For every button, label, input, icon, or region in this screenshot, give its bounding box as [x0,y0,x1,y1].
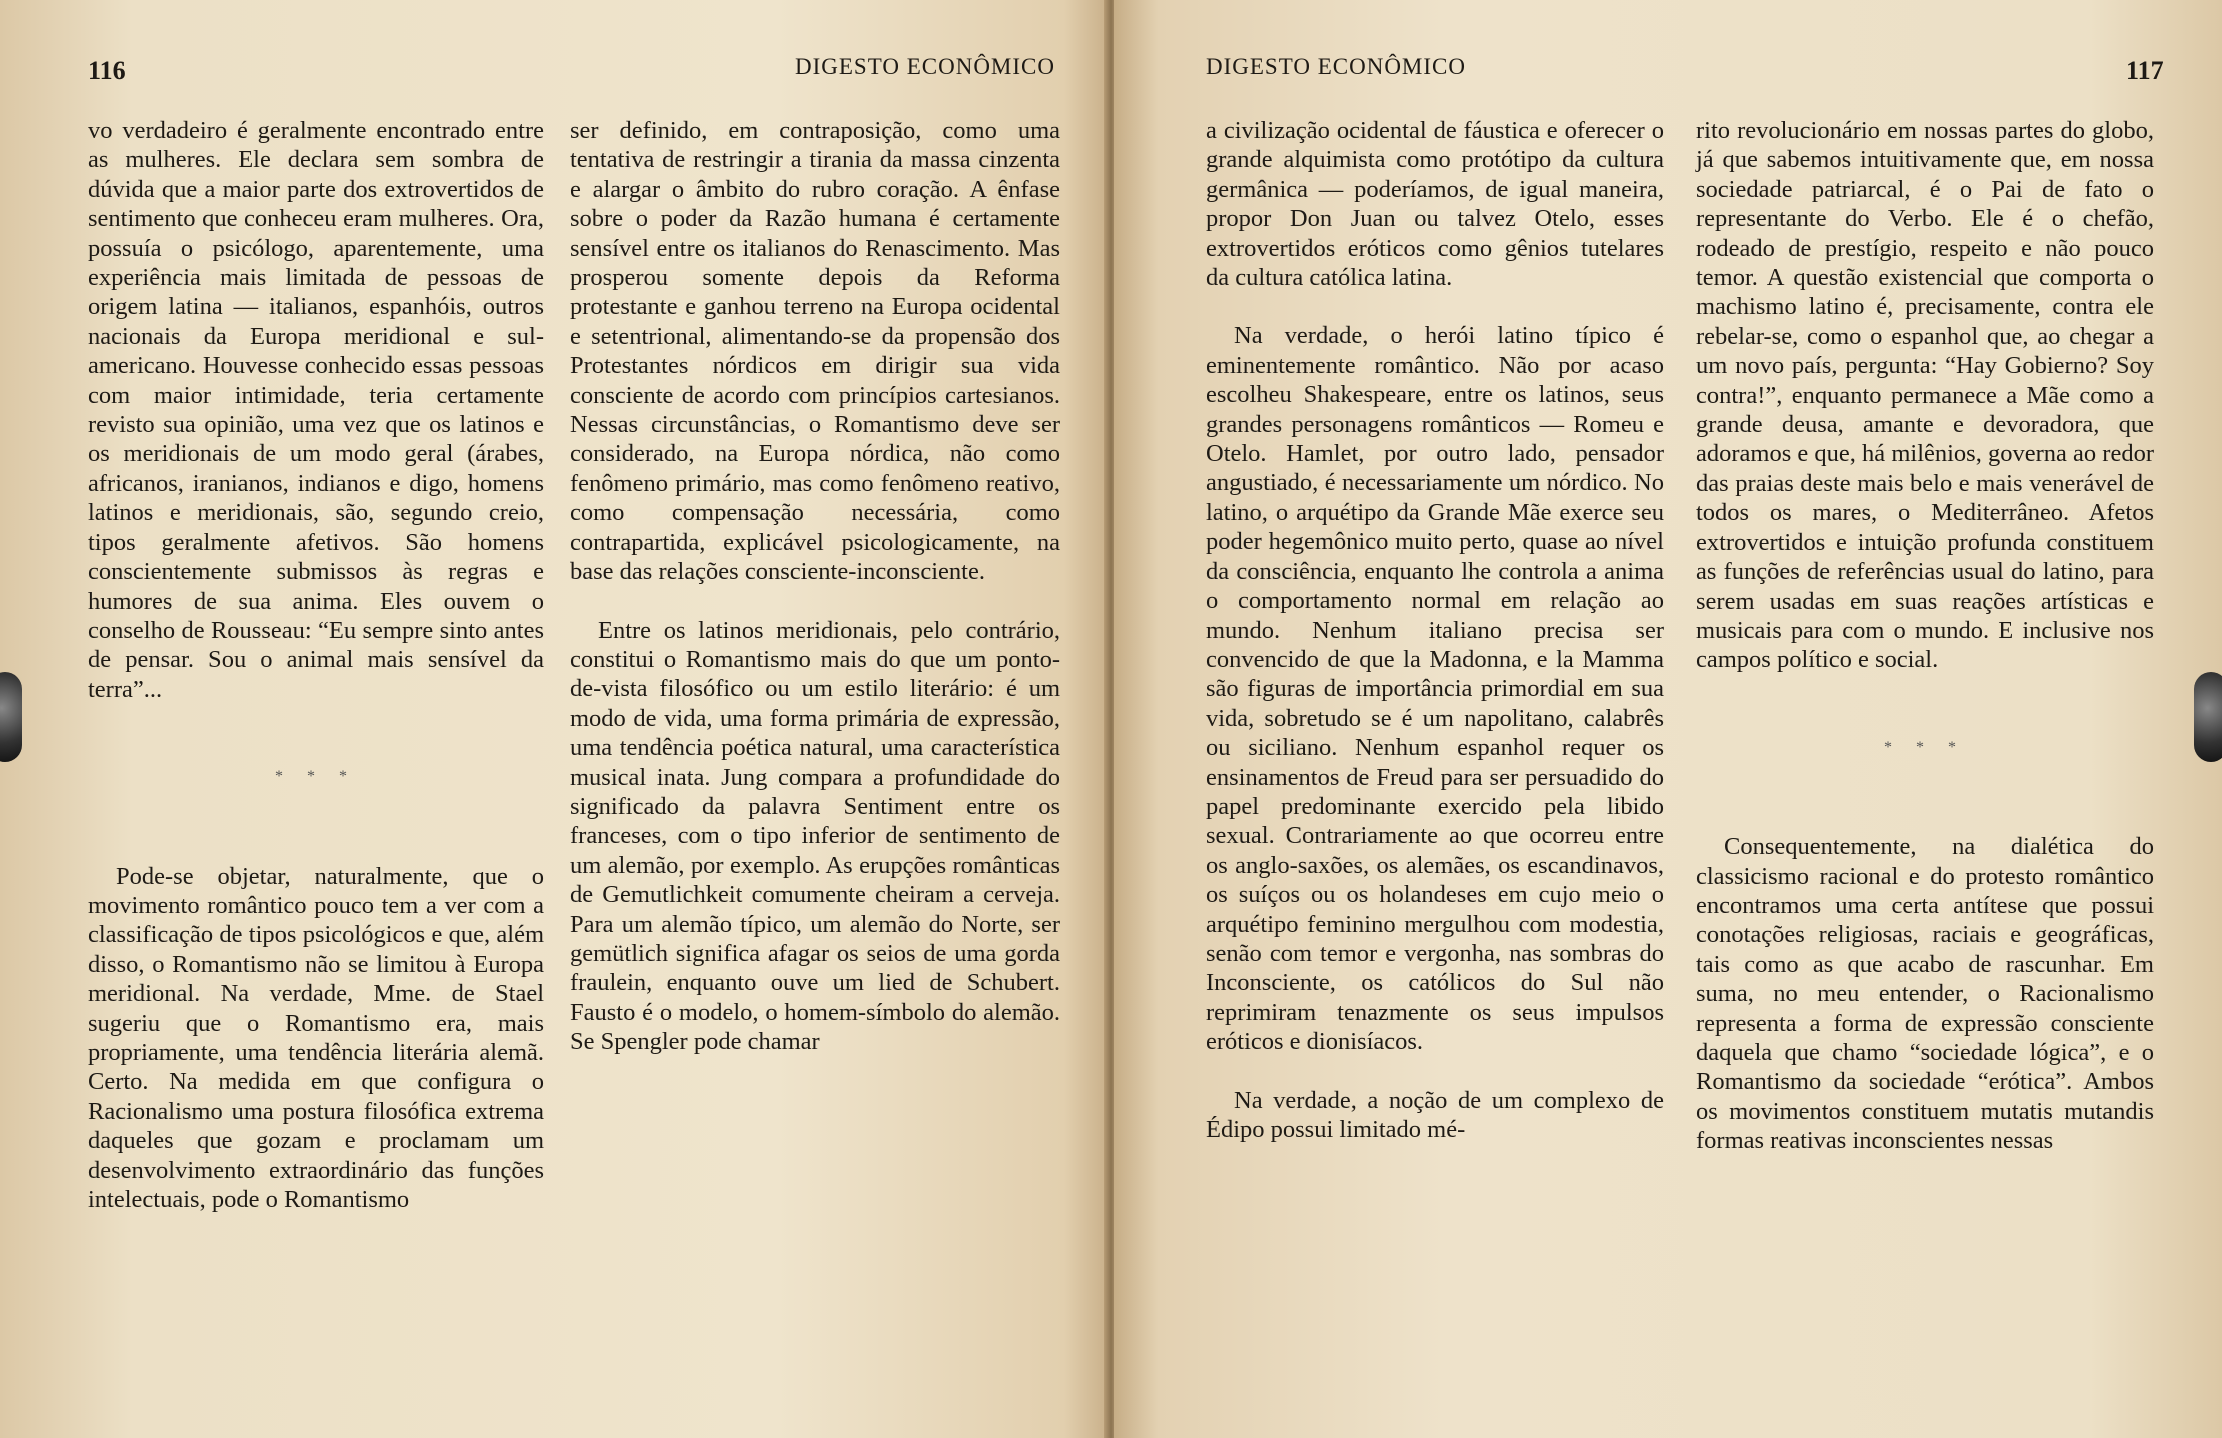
binder-clip-left [0,672,22,762]
binder-clip-right [2194,672,2222,762]
paragraph: vo verdadeiro é geralmente encontrado entre as mulheres. Ele declara sem sombra de dúvida que a maior parte dos extrovertidos de sentimento que conheceu eram mulheres. Ora, possuía o psicólogo, aparentemente, uma experiência mais limitada de pessoas de origem latina — italianos, espanhóis, outros nacionais da Europa meridional e sul-americano. Houvesse conhecido essas pessoas com maior intimidade, teria certamente revisto sua opinião, uma vez que os latinos e os meridionais de um modo geral (árabes, africanos, iranianos, indianos e digo, homens latinos e meridionais, são, segundo creio, tipos geralmente afetivos. São homens conscientemente submissos às regras e humores de sua anima. Eles ouvem o conselho de Rousseau: “Eu sempre sinto antes de pensar. Sou o animal mais sensível da terra”... [88,117,544,703]
right-page [1114,0,2222,1438]
paragraph: rito revolucionário em nossas partes do globo, já que sabemos intuitivamente que, em nossa sociedade patriarcal, é o Pai de fato o representante do Verbo. Ele é o chefão, rodeado de prestígio, respeito e não pouco temor. A questão existencial que comporta o machismo latino é, precisamente, contra ele rebelar-se, como o espanhol que, ao chegar a um novo país, pergunta: “Hay Gobierno? Soy contra!”, enquanto permanece a Mãe como a grande deusa, amante e devoradora, que adoramos e que, há milênios, governa ao redor das praias deste mais belo e mais venerável de todos os mares, o Mediterrâneo. Afetos extrovertidos e intuição profunda constituem as funções de referências usual do latino, para serem usadas em suas reações artísticas e musicais para com o mundo. E inclusive nos campos político e social. [1696,117,2154,674]
right-column-1 [1206,116,1664,1144]
paragraph: ser definido, em contraposição, como uma tentativa de restringir a tirania da massa cinzenta e alargar o âmbito do rubro coração. A ênfase sobre o poder da Razão humana é certamente sensível entre os italianos do Renascimento. Mas prosperou somente depois da Reforma protestante e ganhou terreno na Europa ocidental e setentrional, alimentando-se da propensão dos Protestantes nórdicos em dirigir sua vida consciente de acordo com princípios cartesianos. Nessas circunstâncias, o Romantismo deve ser considerado, na Europa nórdica, não como fenômeno primário, mas como fenômeno reativo, como compensação necessária, como contrapartida, explicável psicologicamente, na base das relações consciente-inconsciente. [570,117,1060,586]
left-page [0,0,1108,1438]
left-page-number: 116 [88,56,126,85]
paragraph: Entre os latinos meridionais, pelo contrário, constitui o Romantismo mais do que um ponto-de-vista filosófico ou um estilo literário: é um modo de vida, uma forma primária de expressão, uma tendência poética natural, uma característica musical inata. Jung compara a profundidade do significado da palavra Sentiment entre os franceses, com o tipo inferior de sentimento de um alemão, por exemplo. As erupções românticas de Gemutlichkeit comumente cheiram a cerveja. Para um alemão típico, um alemão do Norte, ser gemütlich significa afagar os seios de uma gorda fraulein, enquanto ouve um lied de Schubert. Fausto é o modelo, o homem-símbolo do alemão. Se Spengler pode chamar [570,616,1060,1056]
paragraph: Consequentemente, na dialética do classicismo racional e do protesto romântico encontramos uma certa antítese que possui conotações religiosas, raciais e geográficas, tais como as que acabo de rascunhar. Em suma, no meu entender, o Racionalismo representa a forma de expressão consciente daquela que chamo “sociedade lógica”, e o Romantismo da sociedade “erótica”. Ambos os movimentos constituem mutatis mutandis formas reativas inconscientes nessas [1696,833,2154,1155]
right-page-number: 117 [2126,56,2164,85]
section-break: * * * [1884,738,1966,756]
paragraph: a civilização ocidental de fáustica e oferecer o grande alquimista como protótipo da cultura germânica — poderíamos, de igual maneira, propor Don Juan ou talvez Otelo, esses extrovertidos eróticos como gênios tutelares da cultura católica latina. [1206,117,1664,292]
left-column-2 [570,116,1060,1057]
section-break: * * * [275,768,357,786]
left-column-1 [88,116,544,1214]
paragraph: Na verdade, o herói latino típico é eminentemente romântico. Não por acaso escolheu Shakespeare, entre os latinos, seus grandes personagens românticos — Romeu e Otelo. Hamlet, por outro lado, pensador angustiado, é necessariamente um nórdico. No latino, o arquétipo da Grande Mãe exerce seu poder hegemônico muito perto, quase ao nível da consciência, enquanto lhe controla a anima o comportamento normal em relação ao mundo. Nenhum italiano precisa ser convencido de que la Madonna, e la Mamma são figuras de importância primordial em sua vida, sobretudo se é um napolitano, calabrês ou siciliano. Nenhum espanhol requer os ensinamentos de Freud para ser persuadido do papel predominante exercido pela libido sexual. Contrariamente ao que ocorreu entre os anglo-saxões, os alemães, os escandinavos, os suíços ou os holandeses em cujo meio o arquétipo feminino mergulhou com modestia, senão com temor e vergonha, nas sombras do Inconsciente, os católicos do Sul não reprimiram tenazmente os seus impulsos eróticos e dionisíacos. [1206,322,1664,1056]
paragraph: Na verdade, a noção de um complexo de Édipo possui limitado mé- [1206,1086,1664,1143]
left-running-header: DIGESTO ECONÔMICO [795,54,1055,79]
right-column-2 [1696,116,2154,1156]
right-running-header: DIGESTO ECONÔMICO [1206,54,1466,79]
paragraph: Pode-se objetar, naturalmente, que o movimento romântico pouco tem a ver com a classificação de tipos psicológicos e que, além disso, o Romantismo não se limitou à Europa meridional. Na verdade, Mme. de Stael sugeriu que o Romantismo era, mais propriamente, uma tendência literária alemã. Certo. Na medida em que configura o Racionalismo uma postura filosófica extrema daqueles que gozam e proclamam um desenvolvimento extraordinário das funções intelectuais, pode o Romantismo [88,862,544,1213]
